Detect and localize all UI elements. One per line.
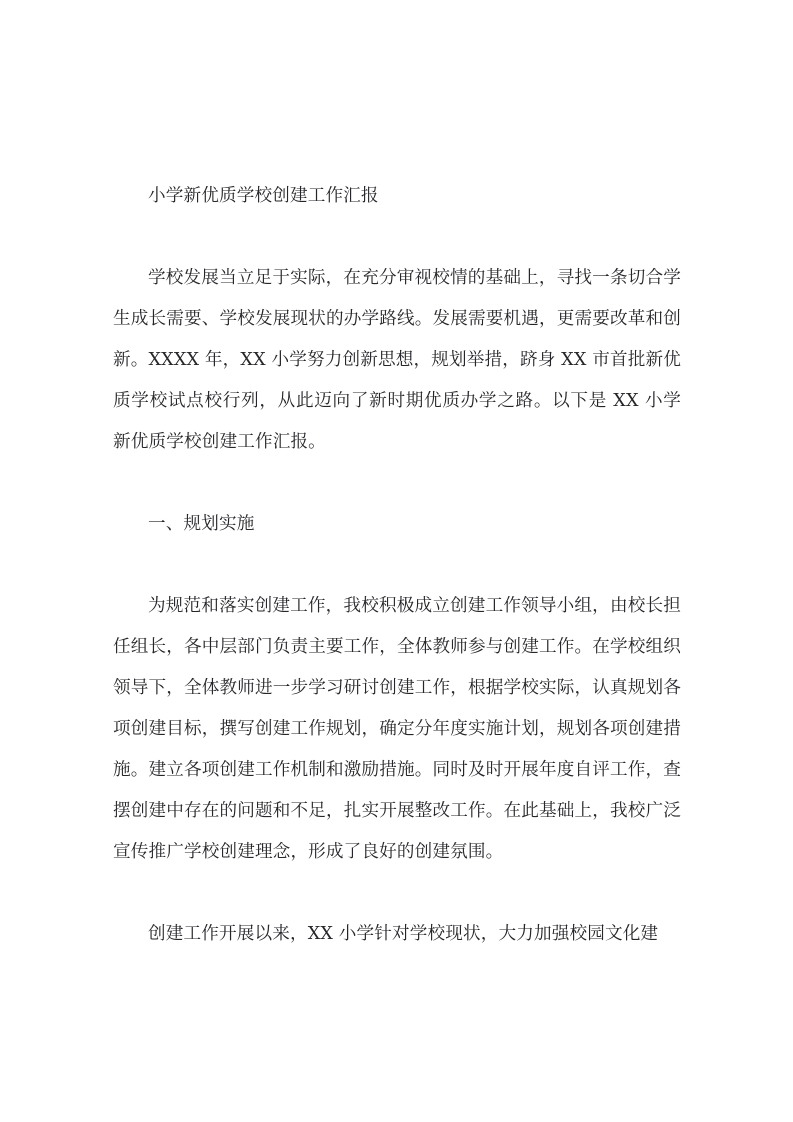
document-text-column: [113, 176, 681, 955]
paragraph-planning: 为规范和落实创建工作，我校积极成立创建工作领导小组，由校长担任组长，各中层部门负责主要工作，全体教师参与创建工作。在学校组织领导下，全体教师进一步学习研讨创建工作，根据学校实际，认真规划各项创建目标，撰写创建工作规划，确定分年度实施计划，规划各项创建措施。建立各项创建工作机制和激励措施。同时及时开展年度自评工作，查摆创建中存在的问题和不足，扎实开展整改工作。在此基础上，我校广泛宣传推广学校创建理念，形成了良好的创建氛围。: [113, 596, 681, 862]
paragraph-campus-culture: 创建工作开展以来，XX 小学针对学校现状，大力加强校园文化建: [148, 924, 659, 944]
heading-section-one: 一、规划实施: [148, 514, 255, 534]
document-title: 小学新优质学校创建工作汇报: [148, 186, 379, 206]
paragraph-intro: 学校发展当立足于实际，在充分审视校情的基础上，寻找一条切合学生成长需要、学校发展现状的办学路线。发展需要机遇，更需要改革和创新。XXXX 年，XX 小学努力创新思想，规划举措，跻身 XX 市首批新优质学校试点校行列，从此迈向了新时期优质办学之路。以下是 XX 小学新优质学校创建工作汇报。: [113, 268, 681, 452]
